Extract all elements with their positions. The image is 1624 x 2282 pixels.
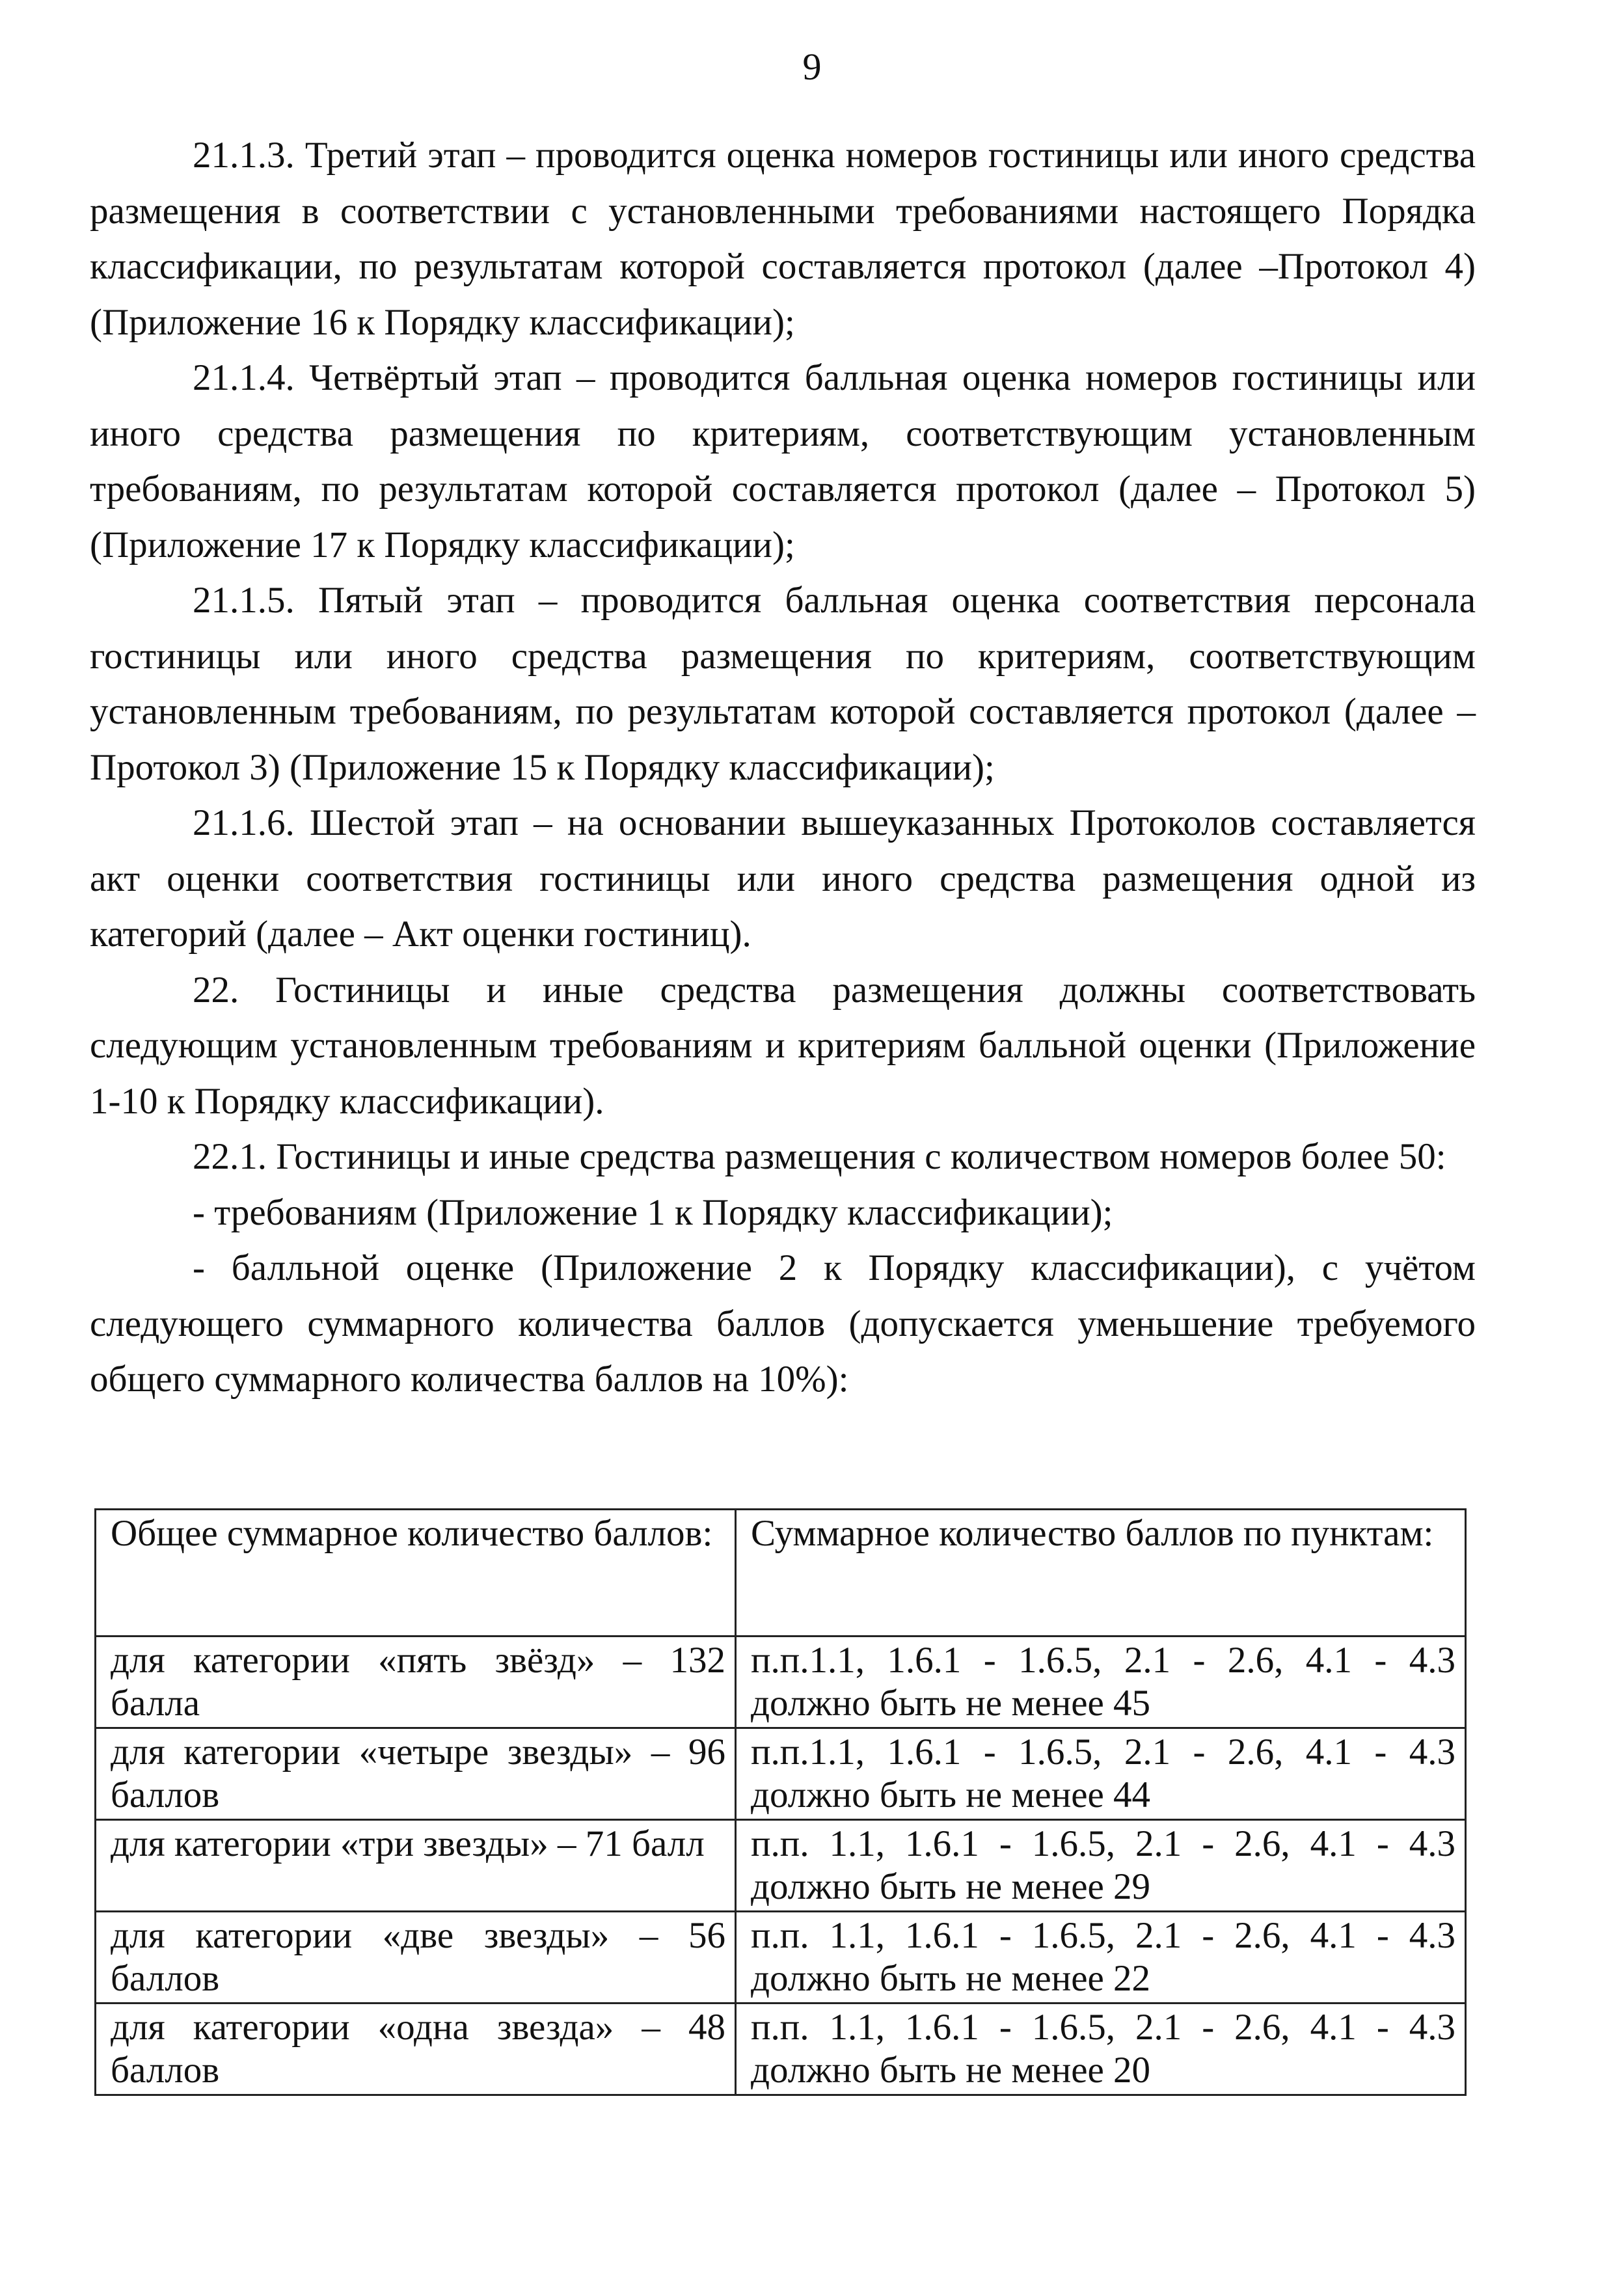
items-cell: п.п. 1.1, 1.6.1 - 1.6.5, 2.1 - 2.6, 4.1 - 4.3 должно быть не менее 29 — [736, 1820, 1466, 1912]
table-row — [96, 1912, 1466, 2004]
score-table-wrapper — [94, 1508, 1465, 2096]
category-cell: для категории «одна звезда» – 48 баллов — [96, 2004, 736, 2095]
header-total-score: Общее суммарное количество баллов: — [96, 1510, 736, 1637]
paragraph-22-1: 22.1. Гостиницы и иные средства размещения с количеством номеров более 50: — [193, 1136, 1446, 1177]
paragraph-21-1-3: 21.1.3. Третий этап – проводится оценка номеров гостиницы или иного средства размещения в соответствии с установленными требованиями настоящего Порядка классификации, по результатам которой составляется протокол (далее –Протокол 4) (Приложение 16 к Порядку классификации); — [90, 135, 1476, 343]
category-cell: для категории «три звезды» – 71 балл — [96, 1820, 736, 1912]
document-body — [90, 128, 1476, 1407]
paragraph-score-assessment: - балльной оценке (Приложение 2 к Порядку классификации), с учётом следующего суммарного количества баллов (допускается уменьшение требуемого общего суммарного количества баллов на 10%): — [90, 1247, 1476, 1400]
items-cell: п.п. 1.1, 1.6.1 - 1.6.5, 2.1 - 2.6, 4.1 - 4.3 должно быть не менее 20 — [736, 2004, 1466, 2095]
table-header-row — [96, 1510, 1466, 1637]
items-cell: п.п. 1.1, 1.6.1 - 1.6.5, 2.1 - 2.6, 4.1 - 4.3 должно быть не менее 22 — [736, 1912, 1466, 2004]
category-cell: для категории «две звезды» – 56 баллов — [96, 1912, 736, 2004]
paragraph-requirements: - требованиям (Приложение 1 к Порядку классификации); — [193, 1191, 1113, 1233]
page-number: 9 — [802, 46, 822, 88]
table-row — [96, 1820, 1466, 1912]
category-cell: для категории «пять звёзд» – 132 балла — [96, 1637, 736, 1728]
table-row — [96, 1637, 1466, 1728]
table-row — [96, 2004, 1466, 2095]
items-cell: п.п.1.1, 1.6.1 - 1.6.5, 2.1 - 2.6, 4.1 - 4.3 должно быть не менее 45 — [736, 1637, 1466, 1728]
paragraph-21-1-6: 21.1.6. Шестой этап – на основании вышеуказанных Протоколов составляется акт оценки соответствия гостиницы или иного средства размещения одной из категорий (далее – Акт оценки гостиниц). — [90, 802, 1476, 955]
items-cell: п.п.1.1, 1.6.1 - 1.6.5, 2.1 - 2.6, 4.1 - 4.3 должно быть не менее 44 — [736, 1728, 1466, 1820]
header-score-by-items: Суммарное количество баллов по пунктам: — [736, 1510, 1466, 1637]
paragraph-22: 22. Гостиницы и иные средства размещения должны соответствовать следующим установленным требованиям и критериям балльной оценки (Приложение 1-10 к Порядку классификации). — [90, 969, 1476, 1122]
paragraph-21-1-4: 21.1.4. Четвёртый этап – проводится балльная оценка номеров гостиницы или иного средства размещения по критериям, соответствующим установленным требованиям, по результатам которой составляется протокол (далее – Протокол 5) (Приложение 17 к Порядку классификации); — [90, 357, 1476, 565]
paragraph-21-1-5: 21.1.5. Пятый этап – проводится балльная оценка соответствия персонала гостиницы или иного средства размещения по критериям, соответствующим установленным требованиям, по результатам которой составляется протокол (далее – Протокол 3) (Приложение 15 к Порядку классификации); — [90, 580, 1476, 788]
table-row — [96, 1728, 1466, 1820]
score-table — [94, 1508, 1467, 2096]
category-cell: для категории «четыре звезды» – 96 баллов — [96, 1728, 736, 1820]
